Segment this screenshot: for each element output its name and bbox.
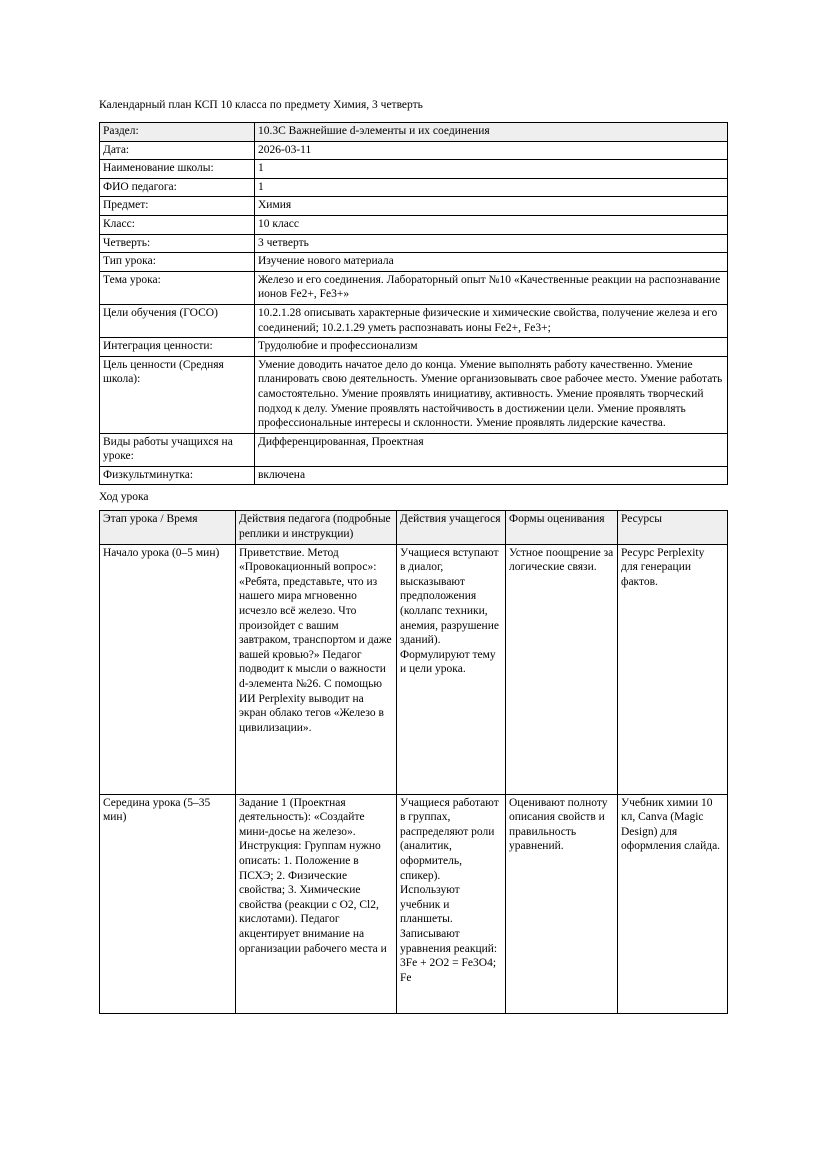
table-row: [100, 160, 728, 179]
info-row-label: Виды работы учащихся на уроке:: [100, 433, 255, 466]
table-row: [100, 271, 728, 304]
lesson-flow-table: [99, 510, 728, 1013]
info-row-label: ФИО педагога:: [100, 178, 255, 197]
info-row-label: Тема урока:: [100, 271, 255, 304]
info-row-label: Наименование школы:: [100, 160, 255, 179]
assessment-cell: Устное поощрение за логические связи.: [506, 544, 618, 794]
table-row: [100, 544, 728, 794]
info-row-value: включена: [255, 466, 728, 485]
table-row: [100, 338, 728, 357]
info-row-value: Железо и его соединения. Лабораторный опыт №10 «Качественные реакции на распознавание ионов Fe2+, Fe3+»: [255, 271, 728, 304]
info-row-value: Изучение нового материала: [255, 253, 728, 272]
info-row-label: Класс:: [100, 215, 255, 234]
column-header: Действия учащегося: [397, 511, 506, 544]
table-row: [100, 433, 728, 466]
column-header: Действия педагога (подробные реплики и инструкции): [236, 511, 397, 544]
info-row-value: Дифференцированная, Проектная: [255, 433, 728, 466]
resources-cell: Учебник химии 10 кл, Canva (Magic Design) для оформления слайда.: [618, 794, 728, 1013]
resources-cell: Ресурс Perplexity для генерации фактов.: [618, 544, 728, 794]
teacher-actions-cell: Приветствие. Метод «Провокационный вопрос»: «Ребята, представьте, что из нашего мира мгновенно исчезло всё железо. Что произойдет с вашим завтраком, транспортом и даже вашей кровью?» Педагог подводит к мысли о важности d-элемента №26. С помощью ИИ Perplexity выводит на экран облако тегов «Железо в цивилизации».: [236, 544, 397, 794]
lesson-info-table: [99, 122, 728, 485]
table-row: [100, 141, 728, 160]
table-row: [100, 253, 728, 272]
lesson-flow-table-wrapper: [99, 510, 728, 1030]
table-header-row: [100, 511, 728, 544]
table-row: [100, 178, 728, 197]
info-row-value: 10 класс: [255, 215, 728, 234]
student-actions-cell: Учащиеся вступают в диалог, высказывают предположения (коллапс техники, анемия, разрушение зданий). Формулируют тему и цели урока.: [397, 544, 506, 794]
info-row-value: Умение доводить начатое дело до конца. Умение выполнять работу качественно. Умение планировать свою деятельность. Умение организовывать свое рабочее место. Умение работать самостоятельно. Умение проявлять инициативу, активность. Умение проявлять творческий подход к делу. Умение проявлять настойчивость в достижении цели. Умение проявлять профессиональные интересы и склонности. Умение проявлять лидерские качества.: [255, 356, 728, 433]
table-row: [100, 197, 728, 216]
table-row: [100, 123, 728, 142]
info-row-value: 2026-03-11: [255, 141, 728, 160]
student-actions-cell: Учащиеся работают в группах, распределяют роли (аналитик, оформитель, спикер). Используют учебник и планшеты. Записывают уравнения реакций: 3Fe + 2O2 = Fe3O4; Fe: [397, 794, 506, 1013]
table-row: [100, 794, 728, 1013]
column-header: Формы оценивания: [506, 511, 618, 544]
stage-cell: Начало урока (0–5 мин): [100, 544, 236, 794]
column-header: Ресурсы: [618, 511, 728, 544]
info-row-value: Трудолюбие и профессионализм: [255, 338, 728, 357]
info-row-label: Физкультминутка:: [100, 466, 255, 485]
info-row-label: Четверть:: [100, 234, 255, 253]
info-row-label: Интеграция ценности:: [100, 338, 255, 357]
info-row-label: Цели обучения (ГОСО): [100, 304, 255, 337]
table-row: [100, 356, 728, 433]
table-row: [100, 234, 728, 253]
stage-cell: Середина урока (5–35 мин): [100, 794, 236, 1013]
info-row-value: 10.3С Важнейшие d-элементы и их соединения: [255, 123, 728, 142]
column-header: Этап урока / Время: [100, 511, 236, 544]
info-row-value: 3 четверть: [255, 234, 728, 253]
info-row-label: Тип урока:: [100, 253, 255, 272]
table-row: [100, 304, 728, 337]
info-row-label: Цель ценности (Средняя школа):: [100, 356, 255, 433]
table-row: [100, 215, 728, 234]
page-title: Календарный план КСП 10 класса по предмету Химия, 3 четверть: [99, 99, 423, 111]
info-row-value: 1: [255, 160, 728, 179]
info-row-label: Дата:: [100, 141, 255, 160]
info-row-label: Предмет:: [100, 197, 255, 216]
info-row-label: Раздел:: [100, 123, 255, 142]
teacher-actions-cell: Задание 1 (Проектная деятельность): «Создайте мини-досье на железо». Инструкция: Группам нужно описать: 1. Положение в ПСХЭ; 2. Физические свойства; 3. Химические свойства (реакции с O2, Cl2, кислотами). Педагог акцентирует внимание на организации рабочего места и: [236, 794, 397, 1013]
info-row-value: Химия: [255, 197, 728, 216]
table-row: [100, 466, 728, 485]
info-row-value: 1: [255, 178, 728, 197]
assessment-cell: Оценивают полноту описания свойств и правильность уравнений.: [506, 794, 618, 1013]
lesson-flow-heading: Ход урока: [99, 491, 149, 504]
info-row-value: 10.2.1.28 описывать характерные физические и химические свойства, получение железа и его соединений; 10.2.1.29 уметь распознавать ионы Fe2+, Fe3+;: [255, 304, 728, 337]
